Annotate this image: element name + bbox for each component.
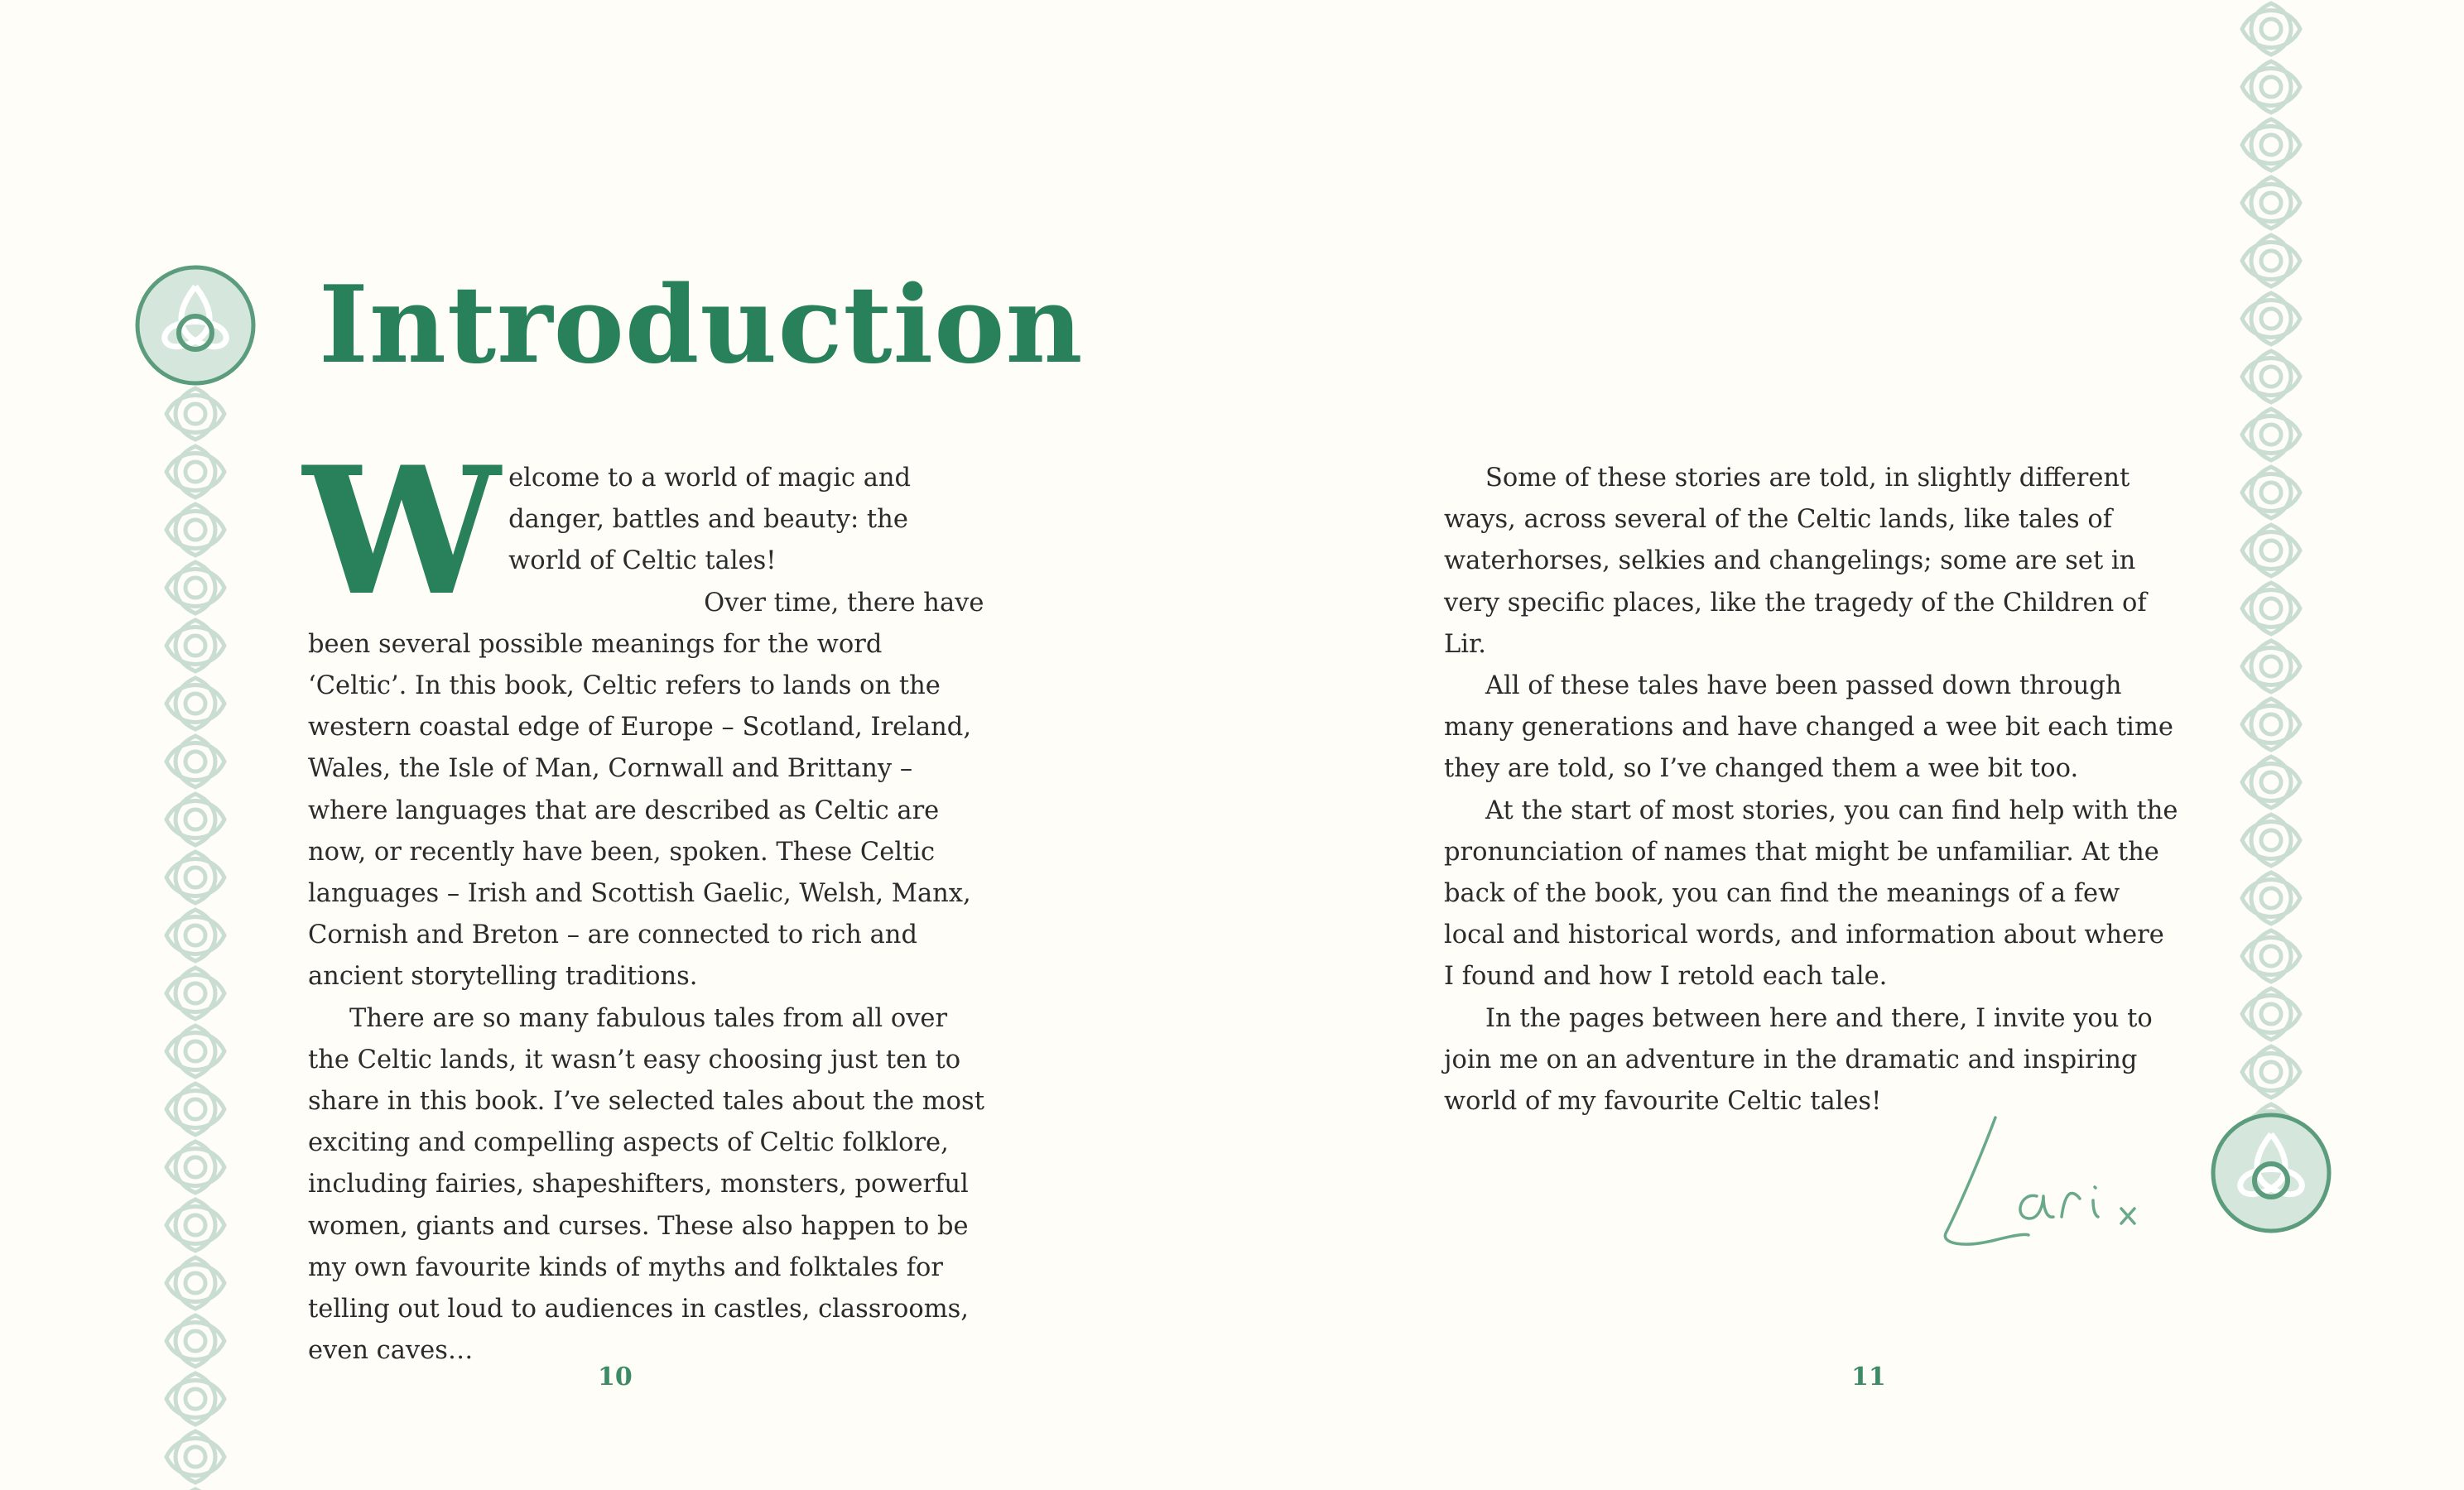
left-page-body <box>303 428 987 1372</box>
paragraph-1 <box>303 428 987 634</box>
paragraph-6: At the start of most stories, you can find help with the pronunciation of names that might be unfamiliar. At the back of the book, you can find the meanings of a few local and historical words, and information about where I found and how I retold each tale. <box>1444 795 2178 992</box>
drop-cap: W <box>303 428 501 634</box>
page-title: Introduction <box>319 263 1084 387</box>
page-number-left: 10 <box>598 1363 633 1391</box>
paragraph-2: Over time, there have been several possible meanings for the word ‘Celtic’. In this book, Celtic refers to lands on the western coastal edge of Europe – Scotland, Ireland, Wales, the Isle of Man, Cornwall and Brittany – where languages that are described as Celtic are now, or recently have been, spoken. These Celtic languages – Irish and Scottish Gaelic, Welsh, Manx, Cornish and Breton – are connected to rich and ancient storytelling traditions. <box>308 588 984 992</box>
celtic-knot-border-left-icon <box>160 385 231 1490</box>
paragraph-5: All of these tales have been passed down through many generations and have changed a wee bit each time they are told, so I’ve changed them a wee bit too. <box>1444 671 2173 784</box>
triquetra-medallion-right-icon <box>2209 1111 2333 1235</box>
page-number-right: 11 <box>1851 1363 1886 1391</box>
paragraph-4: Some of these stories are told, in slightly different ways, across several of the Celtic lands, like tales of waterhorses, selkies and changelings; some are set in very specific places, like the tragedy of the Children of Lir. <box>1444 464 2147 659</box>
handwritten-signature <box>1904 1101 2153 1258</box>
paragraph-7: In the pages between here and there, I invite you to join me on an adventure in the dramatic and inspiring world of my favourite Celtic tales! <box>1444 1003 2153 1117</box>
paragraph-3: There are so many fabulous tales from all over the Celtic lands, it wasn’t easy choosing just ten to share in this book. I’ve selected tales about the most exciting and compelling aspects of Celtic folklore, including fairies, shapeshifters, monsters, powerful women, giants and curses. These also happen to be my own favourite kinds of myths and folktales for telling out loud to audiences in castles, classrooms, even caves… <box>308 1003 984 1366</box>
right-page-body <box>1444 458 2181 1122</box>
triquetra-medallion-left-icon <box>133 263 257 387</box>
celtic-knot-border-right-icon <box>2235 0 2307 1142</box>
paragraph-1-text: elcome to a world of magic and danger, battles and beauty: the world of Celtic tales! <box>508 464 912 576</box>
